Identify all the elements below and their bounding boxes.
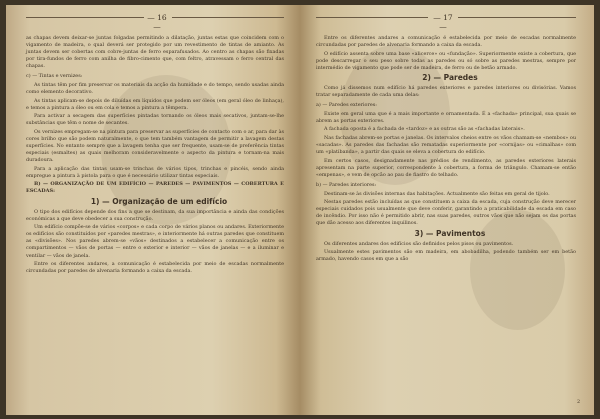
section-heading: B) — ORGANIZAÇÃO DE UM EDIFÍCIO — PAREDES — PAVIMENTOS — COBERTURA E ESCADAS: bbox=[26, 181, 284, 195]
body-paragraph: Os diferentes andares dos edifícios são definidos pelos pisos ou pavimentos. bbox=[324, 240, 514, 247]
body-paragraph: Um edifício compõe-se de vários «corpos» e cada corpo de vários planos ou andares. Exteriormente os edifícios são constituídos por «paredes mestras», e interiormente há outras paredes que constituem as «divisões». Nos paredes abrem-se «vãos» destinados a estabelecer a comunicação entre os compartimentos — vãos de portas — entre o exterior e interior — vãos de janelas — e a iluminar e ventilar — vãos de janela. bbox=[26, 224, 284, 259]
body-paragraph: Destinam-se às divisões internas das habitações. Actualmente são feitas em geral de tijolo. bbox=[324, 190, 550, 197]
header-rule-right-b bbox=[458, 17, 576, 18]
left-paragraph-group-2 bbox=[26, 209, 284, 276]
subheading-paragraph: c) — Tintas e vernizes: bbox=[26, 73, 83, 80]
left-page-body bbox=[26, 35, 284, 277]
body-paragraph: O edifício assenta sobre uma base «alicerce» ou «fundação». Superiormente existe a cobertura, que pode descarregar o seu peso sobre todas as paredes ou só sobre as paredes mestras, sempre por intermédio de vigamento que pode ser de madeira, de ferro ou de betão armado. bbox=[316, 50, 576, 71]
body-paragraph: Nas fachadas abrem-se portas e janelas. Os intervalos cheios entre os vãos chamam-se «nembos» ou «sacadas». As paredes das fachadas são rematadas superiormente por «cornijas» ou «cimalhas» com um «platibanda», a partir das quais se eleva a cobertura do edifício. bbox=[316, 135, 576, 156]
left-paragraph-group-1 bbox=[26, 35, 284, 180]
heading-pavimentos: 3) — Pavimentos bbox=[414, 229, 486, 239]
right-paragraph-group-3 bbox=[316, 241, 576, 264]
page-number-left: — 16 — bbox=[147, 13, 167, 31]
body-paragraph: Usualmente estes pavimentos são em madeira, em abobadilha, podendo também ser em betão armado, havendo casos em que a são bbox=[316, 249, 576, 263]
body-paragraph: Existe em geral uma que é a mais importante e ornamentada. É a «fachada» principal, sua quais se abrem as portas exteriores. bbox=[316, 110, 576, 124]
body-paragraph: As tintas têm por fim preservar os materiais da acção da humidade e do tempo, sendo usadas ainda como elemento decorativo. bbox=[26, 81, 284, 95]
subheading-paragraph: b) — Paredes interiores: bbox=[316, 181, 377, 188]
right-page bbox=[300, 5, 594, 415]
header-rule-right-a bbox=[316, 17, 428, 18]
right-page-body bbox=[316, 35, 576, 265]
body-paragraph: Nestas paredes estão incluídas as que constituem a caixa da escada, cuja construção deve merecer especiais cuidados pois usualmente que deve conferir, garantindo a praticabilidade da escada em caso de incêndio. Por isso não é permitido abrir, nas suas paredes, outros vãos que não sejam os das portas que dão acesso aos diferentes inquilinos. bbox=[316, 199, 576, 227]
right-paragraph-group-1 bbox=[316, 35, 576, 72]
body-paragraph: Para activar a secagem das superfícies pintadas tornando os óleos mais secativos, juntam-se-lhe substâncias que têm o nome de secantes. bbox=[26, 113, 284, 127]
body-paragraph: Em certos casos, designadamente nas prédios de rendimento, as paredes exteriores laterais apresentam na parte superior, correspondente à cobertura, a forma de triângulo. Chamam-se então «empenas», e vem de opcão ao pau de fiastro do telhado. bbox=[316, 157, 576, 178]
subsection-heading-organizacao: 1) — Organização de um edifício bbox=[90, 197, 228, 207]
body-paragraph: As tintas aplicam-se depois de diluídas em líquidos que podem ser óleos (em geral óleo de linhaça), e temos a pintura a óleo ou em cola e temos a pintura a têmpera. bbox=[26, 97, 284, 111]
book-spread bbox=[6, 5, 594, 415]
body-paragraph: Entre os diferentes andares, a comunicação é estabelecida por meio de escadas normalmente circundadas por paredes de alvenaria formando a caixa da escada. bbox=[26, 261, 284, 275]
footer-mark: 2 bbox=[576, 400, 580, 405]
body-paragraph: Os vernizes empregam-se na pintura para preservar as superfícies de contacto com o ar, para dar às cores brilho que são podem naturalmente, o que tem também vantagem de permitir a lavagem destas superfícies. No entanto sempre que a lavagem tenha que ser frequente, usam-se de preferência tintas especiais (esmaltes) as quais melhoram consideravelmente o aspecto da pintura e tornam-na mais duradoura. bbox=[26, 128, 284, 164]
body-paragraph: Como já dissemos num edifício há paredes exteriores e paredes interiores ou divisórias. Vamos tratar separadamente de cada uma delas: bbox=[316, 85, 576, 99]
body-paragraph: as chapas devem deixar-se juntas folgadas permitindo a dilatação, juntas estas que coincidem com o vigamento de madeira, o qual deverá ser protegido por um revestimento de tintas de amianto. As juntas devem ser cobertas com cobre-juntas de ferro esparafusados. Ao centro as chapas são fixadas por tira-fundos de ferro com anilha de fibro-cimento que, com feltro, atravessam o ferro central das chapas. bbox=[26, 35, 284, 70]
body-paragraph: Para a aplicação das tintas usam-se trinchas de vários tipos, trinchas e pincéis, sendo ainda empregue a pintura à pistola para o que é necessário utilizar tintas especiais. bbox=[26, 165, 284, 179]
body-paragraph: A fachada oposta é a fachada de «tardoz» e as outras são as «fachadas laterais». bbox=[324, 126, 525, 133]
right-paragraph-group-2 bbox=[316, 85, 576, 227]
body-paragraph: O tipo dos edifícios depende dos fins a que se destinam, da sua importância e ainda das condições económicas a que deve obedecer a sua construção. bbox=[26, 208, 284, 222]
heading-paredes: 2) — Paredes bbox=[422, 73, 478, 83]
header-rule-left-b bbox=[172, 17, 284, 18]
left-page bbox=[6, 5, 300, 415]
subheading-paragraph: a) — Paredes exteriores: bbox=[316, 102, 377, 109]
page-number-right: — 17 — bbox=[433, 13, 453, 31]
header-rule-left-a bbox=[26, 17, 144, 18]
body-paragraph: Entre os diferentes andares a comunicação é estabelecida por meio de escadas normalmente circundadas por paredes de alvenaria formando a caixa da escada. bbox=[316, 35, 576, 49]
